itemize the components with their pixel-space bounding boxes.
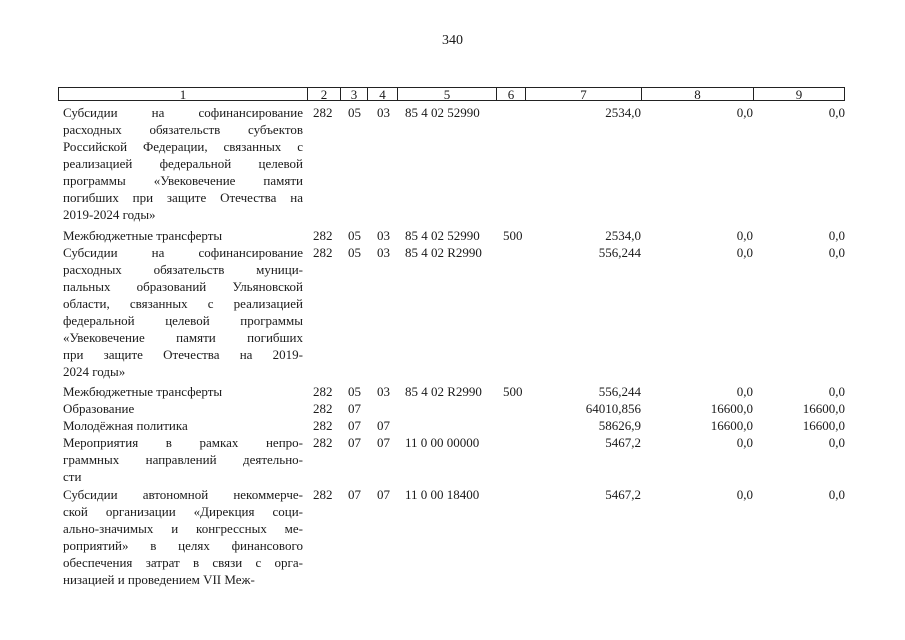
page-number: 340: [442, 33, 463, 48]
description-line: «Увековечение памяти погибших: [63, 330, 303, 345]
cell-col-7: 5467,2: [605, 435, 641, 450]
header-col-1: 1: [58, 87, 307, 101]
description-line: пальных образований Ульяновской: [63, 279, 303, 294]
description-line: Субсидии на софинансирование: [63, 105, 303, 120]
cell-col-9: 16600,0: [802, 418, 845, 433]
cell-col-8: 0,0: [736, 228, 753, 243]
header-col-6: 6: [496, 87, 525, 101]
cell-col-3: 07: [348, 401, 361, 416]
header-col-8: 8: [641, 87, 753, 101]
cell-col-2: 282: [313, 487, 333, 502]
header-col-4: 4: [367, 87, 397, 101]
cell-col-5: 85 4 02 52990: [405, 105, 480, 120]
cell-col-5: 85 4 02 52990: [405, 228, 480, 243]
cell-col-3: 05: [348, 105, 361, 120]
row-description: [63, 383, 303, 400]
cell-col-9: 0,0: [828, 105, 845, 120]
cell-col-4: 07: [377, 487, 390, 502]
cell-col-4: 07: [377, 435, 390, 450]
description-line: Молодёжная политика: [63, 418, 188, 433]
description-line: Субсидии автономной некоммерче-: [63, 487, 303, 502]
cell-col-9: 0,0: [828, 228, 845, 243]
cell-col-3: 07: [348, 487, 361, 502]
description-line: Субсидии на софинансирование: [63, 245, 303, 260]
row-description: [63, 486, 303, 588]
cell-col-4: 03: [377, 228, 390, 243]
cell-col-7: 556,244: [598, 245, 641, 260]
header-col-9: 9: [753, 87, 845, 101]
cell-col-3: 05: [348, 228, 361, 243]
description-line: при защите Отечества на 2019-: [63, 347, 303, 362]
cell-col-8: 16600,0: [710, 418, 753, 433]
description-line: реализацией федеральной целевой: [63, 156, 303, 171]
description-line: Российской Федерации, связанных с: [63, 139, 303, 154]
cell-col-2: 282: [313, 418, 333, 433]
cell-col-3: 05: [348, 384, 361, 399]
header-col-5: 5: [397, 87, 496, 101]
header-col-2: 2: [307, 87, 340, 101]
cell-col-2: 282: [313, 435, 333, 450]
cell-col-2: 282: [313, 228, 333, 243]
row-description: [63, 434, 303, 485]
cell-col-2: 282: [313, 105, 333, 120]
cell-col-5: 11 0 00 18400: [405, 487, 480, 502]
description-line: Мероприятия в рамках непро-: [63, 435, 303, 450]
cell-col-8: 0,0: [736, 487, 753, 502]
description-line: Межбюджетные трансферты: [63, 228, 223, 243]
cell-col-9: 0,0: [828, 245, 845, 260]
description-line: сти: [63, 469, 82, 484]
cell-col-3: 05: [348, 245, 361, 260]
cell-col-7: 556,244: [598, 384, 641, 399]
cell-col-3: 07: [348, 435, 361, 450]
cell-col-7: 2534,0: [605, 105, 641, 120]
cell-col-8: 0,0: [736, 105, 753, 120]
cell-col-3: 07: [348, 418, 361, 433]
row-description: [63, 417, 303, 434]
cell-col-6: 500: [503, 384, 523, 399]
cell-col-2: 282: [313, 384, 333, 399]
description-line: расходных обязательств муници-: [63, 262, 303, 277]
row-description: [63, 104, 303, 223]
description-line: расходных обязательств субъектов: [63, 122, 303, 137]
description-line: 2024 годы»: [63, 364, 126, 379]
cell-col-8: 0,0: [736, 384, 753, 399]
description-line: программы «Увековечение памяти: [63, 173, 303, 188]
cell-col-5: 85 4 02 R2990: [405, 245, 482, 260]
cell-col-4: 03: [377, 245, 390, 260]
cell-col-2: 282: [313, 401, 333, 416]
description-line: роприятий» в целях финансового: [63, 538, 303, 553]
cell-col-9: 0,0: [828, 435, 845, 450]
cell-col-8: 0,0: [736, 435, 753, 450]
cell-col-4: 07: [377, 418, 390, 433]
cell-col-7: 2534,0: [605, 228, 641, 243]
header-col-3: 3: [340, 87, 367, 101]
description-line: граммных направлений деятельно-: [63, 452, 303, 467]
cell-col-7: 64010,856: [585, 401, 641, 416]
description-line: Образование: [63, 401, 135, 416]
cell-col-8: 16600,0: [710, 401, 753, 416]
cell-col-9: 0,0: [828, 487, 845, 502]
description-line: области, связанных с реализацией: [63, 296, 303, 311]
cell-col-4: 03: [377, 384, 390, 399]
header-col-7: 7: [525, 87, 641, 101]
description-line: Межбюджетные трансферты: [63, 384, 223, 399]
description-line: ской организации «Дирекция соци-: [63, 504, 303, 519]
cell-col-5: 85 4 02 R2990: [405, 384, 482, 399]
description-line: обеспечения затрат в связи с орга-: [63, 555, 303, 570]
description-line: ально-значимых и конгрессных ме-: [63, 521, 303, 536]
description-line: низацией и проведением VII Меж-: [63, 572, 255, 587]
cell-col-7: 58626,9: [598, 418, 641, 433]
cell-col-9: 0,0: [828, 384, 845, 399]
cell-col-5: 11 0 00 00000: [405, 435, 480, 450]
row-description: [63, 244, 303, 380]
row-description: [63, 227, 303, 244]
cell-col-8: 0,0: [736, 245, 753, 260]
cell-col-7: 5467,2: [605, 487, 641, 502]
cell-col-2: 282: [313, 245, 333, 260]
cell-col-4: 03: [377, 105, 390, 120]
description-line: федеральной целевой программы: [63, 313, 303, 328]
row-description: [63, 400, 303, 417]
cell-col-9: 16600,0: [802, 401, 845, 416]
cell-col-6: 500: [503, 228, 523, 243]
description-line: 2019-2024 годы»: [63, 207, 156, 222]
description-line: погибших при защите Отечества на: [63, 190, 303, 205]
